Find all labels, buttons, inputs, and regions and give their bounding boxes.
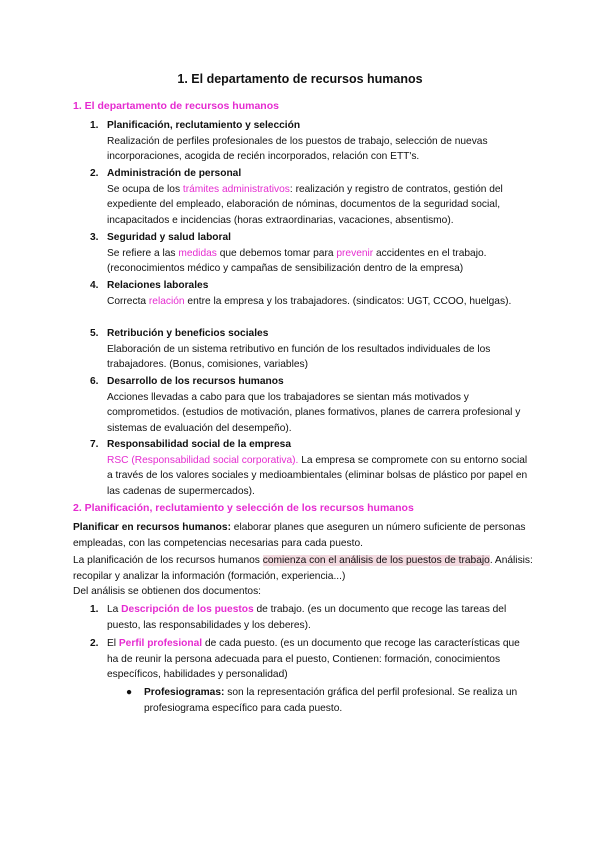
highlight-term: RSC (Responsabilidad social corporativa). bbox=[107, 454, 299, 466]
item-number: 2. bbox=[90, 638, 99, 649]
item-title: Retribución y beneficios sociales bbox=[107, 328, 269, 339]
item-title: Administración de personal bbox=[107, 168, 242, 179]
bullet-dot: ● bbox=[126, 687, 133, 698]
highlighted-text: comienza con el análisis de los puestos de trabajo bbox=[262, 555, 490, 566]
item-description: Se refiere a las medidas que debemos tomar para prevenir accidentes en el trabajo. (reconocimientos médico y campañas de sensibilización dentro de la empresa) bbox=[107, 247, 487, 275]
page-title: 1. El departamento de recursos humanos bbox=[177, 72, 423, 86]
list-item bbox=[90, 602, 530, 633]
highlight-term: relación bbox=[148, 295, 185, 307]
highlight-term: medidas bbox=[178, 247, 217, 259]
item-description: La Descripción de los puestos de trabajo. (es un documento que recoge las tareas del puesto, las responsabilidades y los deberes). bbox=[107, 604, 507, 631]
item-number: 2. bbox=[90, 168, 99, 179]
highlight-term: Descripción de los puestos bbox=[121, 604, 254, 615]
item-title: Seguridad y salud laboral bbox=[107, 232, 231, 243]
item-description: Se ocupa de los trámites administrativos: realización y registro de contratos, gestión del expediente del empleado, elaboración de nóminas, documentos de la seguridad social, incapacitados e incidencias (horas extraordinarias, vacaciones, absentismo). bbox=[107, 183, 503, 226]
list-item bbox=[90, 118, 530, 165]
list-item bbox=[90, 636, 530, 683]
item-number: 1. bbox=[90, 604, 99, 615]
highlight-term: Perfil profesional bbox=[118, 638, 203, 649]
section-heading-1: 1. El departamento de recursos humanos bbox=[73, 100, 279, 112]
bullet-text: Profesiogramas: son la representación gráfica del perfil profesional. Se realiza un profesiograma específico para cada puesto. bbox=[144, 687, 518, 714]
item-description: Acciones llevadas a cabo para que los trabajadores se sientan más motivados y comprometidos. (estudios de motivación, planes formativos, planes de carrera profesional y sistemas de evaluación del desempeño). bbox=[107, 391, 521, 434]
item-description: RSC (Responsabilidad social corporativa). La empresa se compromete con su entorno social a través de los valores sociales y medioambientales (eliminar bolsas de plástico por papel en las cadenas de supermercados). bbox=[107, 454, 528, 497]
item-number: 5. bbox=[90, 328, 99, 339]
list-item bbox=[90, 374, 530, 436]
item-number: 1. bbox=[90, 120, 99, 131]
item-title: Desarrollo de los recursos humanos bbox=[107, 376, 284, 387]
item-title: Responsabilidad social de la empresa bbox=[107, 439, 292, 450]
item-description: Realización de perfiles profesionales de los puestos de trabajo, selección de nuevas incorporaciones, acogida de recién incorporados, relación con ETT's. bbox=[107, 135, 488, 163]
item-title: Planificación, reclutamiento y selección bbox=[107, 120, 301, 131]
list-item bbox=[90, 326, 530, 373]
item-number: 7. bbox=[90, 439, 99, 450]
item-description: Elaboración de un sistema retributivo en función de los resultados individuales de los trabajadores. (Bonus, comisiones, variables) bbox=[107, 343, 491, 371]
item-title: Relaciones laborales bbox=[107, 280, 209, 291]
list-item bbox=[90, 278, 530, 309]
highlight-term: trámites administrativos bbox=[182, 183, 290, 195]
item-description: Correcta relación entre la empresa y los trabajadores. (sindicatos: UGT, CCOO, huelgas). bbox=[107, 295, 512, 307]
paragraph: La planificación de los recursos humanos comienza con el análisis de los puestos de trabajo. Análisis: recopilar y analizar la información (formación, experiencia...) Del análisis se obtienen dos documentos: bbox=[73, 555, 533, 598]
item-number: 3. bbox=[90, 232, 99, 243]
highlight-term: prevenir bbox=[336, 247, 374, 259]
item-number: 4. bbox=[90, 280, 99, 291]
bullet-item bbox=[126, 685, 526, 716]
list-item bbox=[90, 230, 530, 277]
item-description: El Perfil profesional de cada puesto. (es un documento que recoge las características que ha de reunir la persona adecuada para el puesto, Contienen: formación, conocimientos específicos, habilidades y personalidad) bbox=[107, 638, 520, 681]
item-number: 6. bbox=[90, 376, 99, 387]
list-item bbox=[90, 166, 530, 228]
paragraph: Planificar en recursos humanos: elaborar planes que aseguren un número suficiente de personas empleadas, con las competencias necesarias para cada puesto. bbox=[73, 522, 526, 549]
section-heading-2: 2. Planificación, reclutamiento y selección de los recursos humanos bbox=[73, 502, 414, 514]
list-item bbox=[90, 437, 530, 499]
